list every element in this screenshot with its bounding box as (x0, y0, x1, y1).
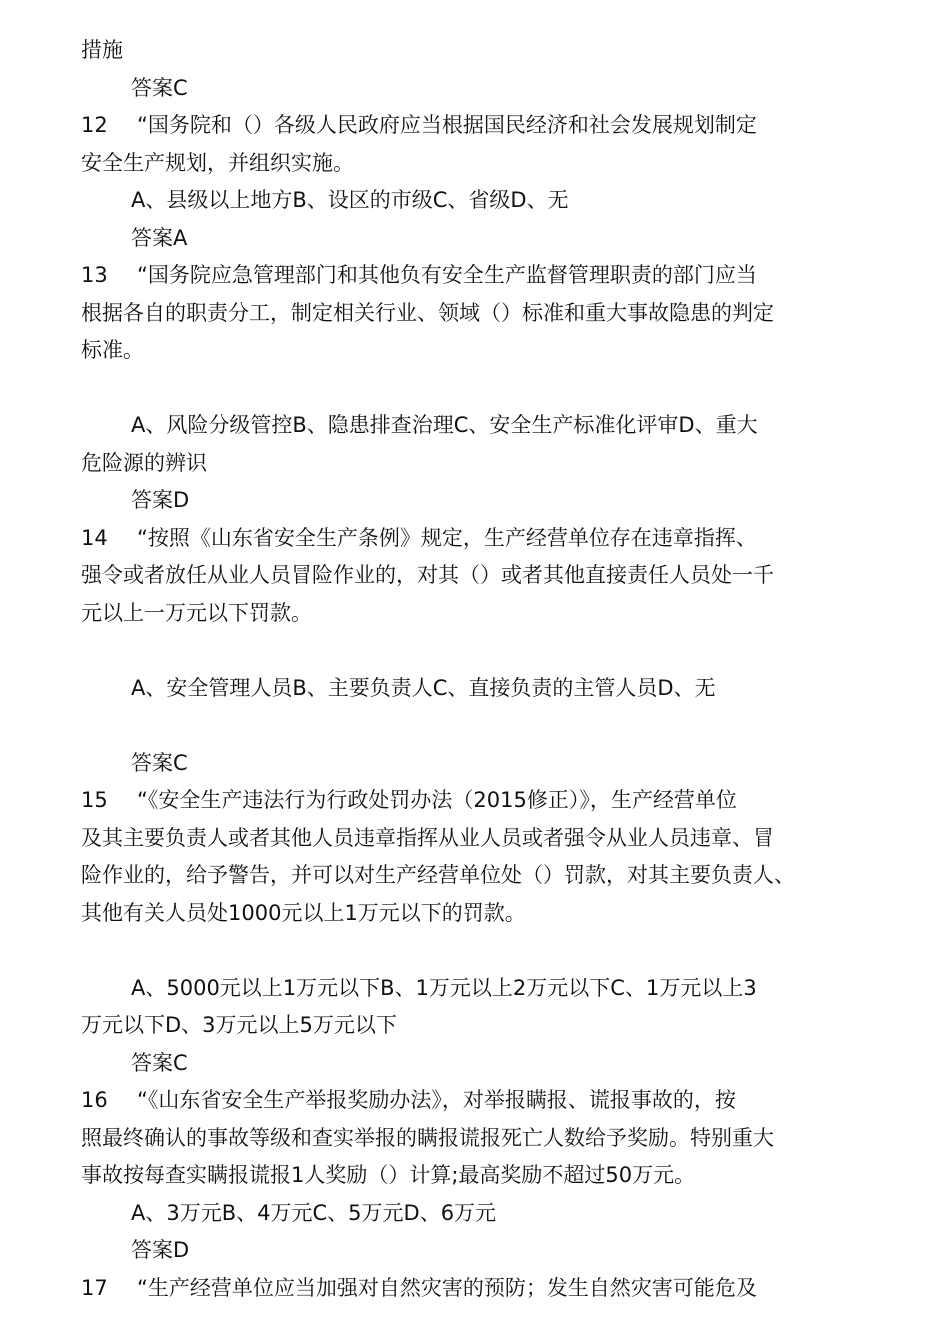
question-first-line (81, 782, 881, 820)
text-line: 事故按每查实瞒报谎报1人奖励（）计算;最高奖励不超过50万元。 (81, 1163, 696, 1187)
question-text: “生产经营单位应当加强对自然灾害的预防；发生自然灾害可能危及 (137, 1275, 757, 1300)
options-line: A、县级以上地方B、设区的市级C、省级D、无 (131, 188, 569, 212)
answer-line: 答案C (131, 750, 188, 775)
question-number: 13 (81, 263, 108, 287)
document-page (81, 32, 881, 1307)
text-line: 根据各自的职责分工，制定相关行业、领域（）标准和重大事故隐患的判定 (81, 300, 774, 325)
question-text: “国务院应急管理部门和其他负有安全生产监督管理职责的部门应当 (137, 263, 757, 287)
answer-line: 答案C (131, 75, 188, 100)
options-line: A、5000元以上1万元以下B、1万元以上2万元以下C、1万元以上3 (131, 975, 757, 1000)
options-line: A、3万元B、4万元C、5万元D、6万元 (131, 1200, 497, 1225)
text-line: 其他有关人员处1000元以上1万元以下的罚款。 (81, 900, 526, 925)
blank-gap (81, 707, 881, 745)
text-line: 标准。 (81, 338, 144, 362)
options-line: A、安全管理人员B、主要负责人C、直接负责的主管人员D、无 (131, 675, 716, 700)
question-text: “按照《山东省安全生产条例》规定，生产经营单位存在违章指挥、 (137, 525, 757, 550)
question-number: 17 (81, 1275, 108, 1300)
text-line: 安全生产规划，并组织实施。 (81, 150, 354, 175)
text-line: 险作业的，给予警告，并可以对生产经营单位处（）罚款，对其主要负责人、 (81, 863, 795, 887)
answer-line: 答案C (131, 1050, 188, 1075)
answer-line: 答案D (131, 1238, 190, 1262)
text-line: 措施 (81, 38, 123, 62)
question-first-line (81, 107, 881, 145)
question-first-line (81, 1082, 881, 1120)
text-line: 照最终确认的事故等级和查实举报的瞒报谎报死亡人数给予奖励。特别重大 (81, 1125, 774, 1150)
blank-gap (81, 370, 881, 408)
question-first-line (81, 1270, 881, 1308)
question-number: 14 (81, 525, 108, 550)
text-line: 及其主要负责人或者其他人员违章指挥从业人员或者强令从业人员违章、冒 (81, 825, 774, 850)
question-first-line (81, 257, 881, 295)
question-number: 16 (81, 1088, 108, 1112)
question-number: 12 (81, 113, 108, 137)
question-number: 15 (81, 788, 108, 812)
blank-gap (81, 632, 881, 670)
text-line: 元以上一万元以下罚款。 (81, 600, 312, 625)
question-text: “《安全生产违法行为行政处罚办法（2015修正）》，生产经营单位 (137, 788, 737, 812)
text-line: 强令或者放任从业人员冒险作业的，对其（）或者其他直接责任人员处一千 (81, 563, 774, 587)
answer-line: 答案D (131, 488, 190, 512)
text-line: 万元以下D、3万元以上5万元以下 (81, 1013, 397, 1037)
question-first-line (81, 520, 881, 558)
blank-gap (81, 932, 881, 970)
question-text: “国务院和（）各级人民政府应当根据国民经济和社会发展规划制定 (137, 113, 757, 137)
options-line: A、风险分级管控B、隐患排查治理C、安全生产标准化评审D、重大 (131, 413, 758, 437)
question-text: “《山东省安全生产举报奖励办法》，对举报瞒报、谎报事故的，按 (137, 1088, 736, 1112)
answer-line: 答案A (131, 225, 188, 250)
text-line: 危险源的辨识 (81, 450, 207, 475)
